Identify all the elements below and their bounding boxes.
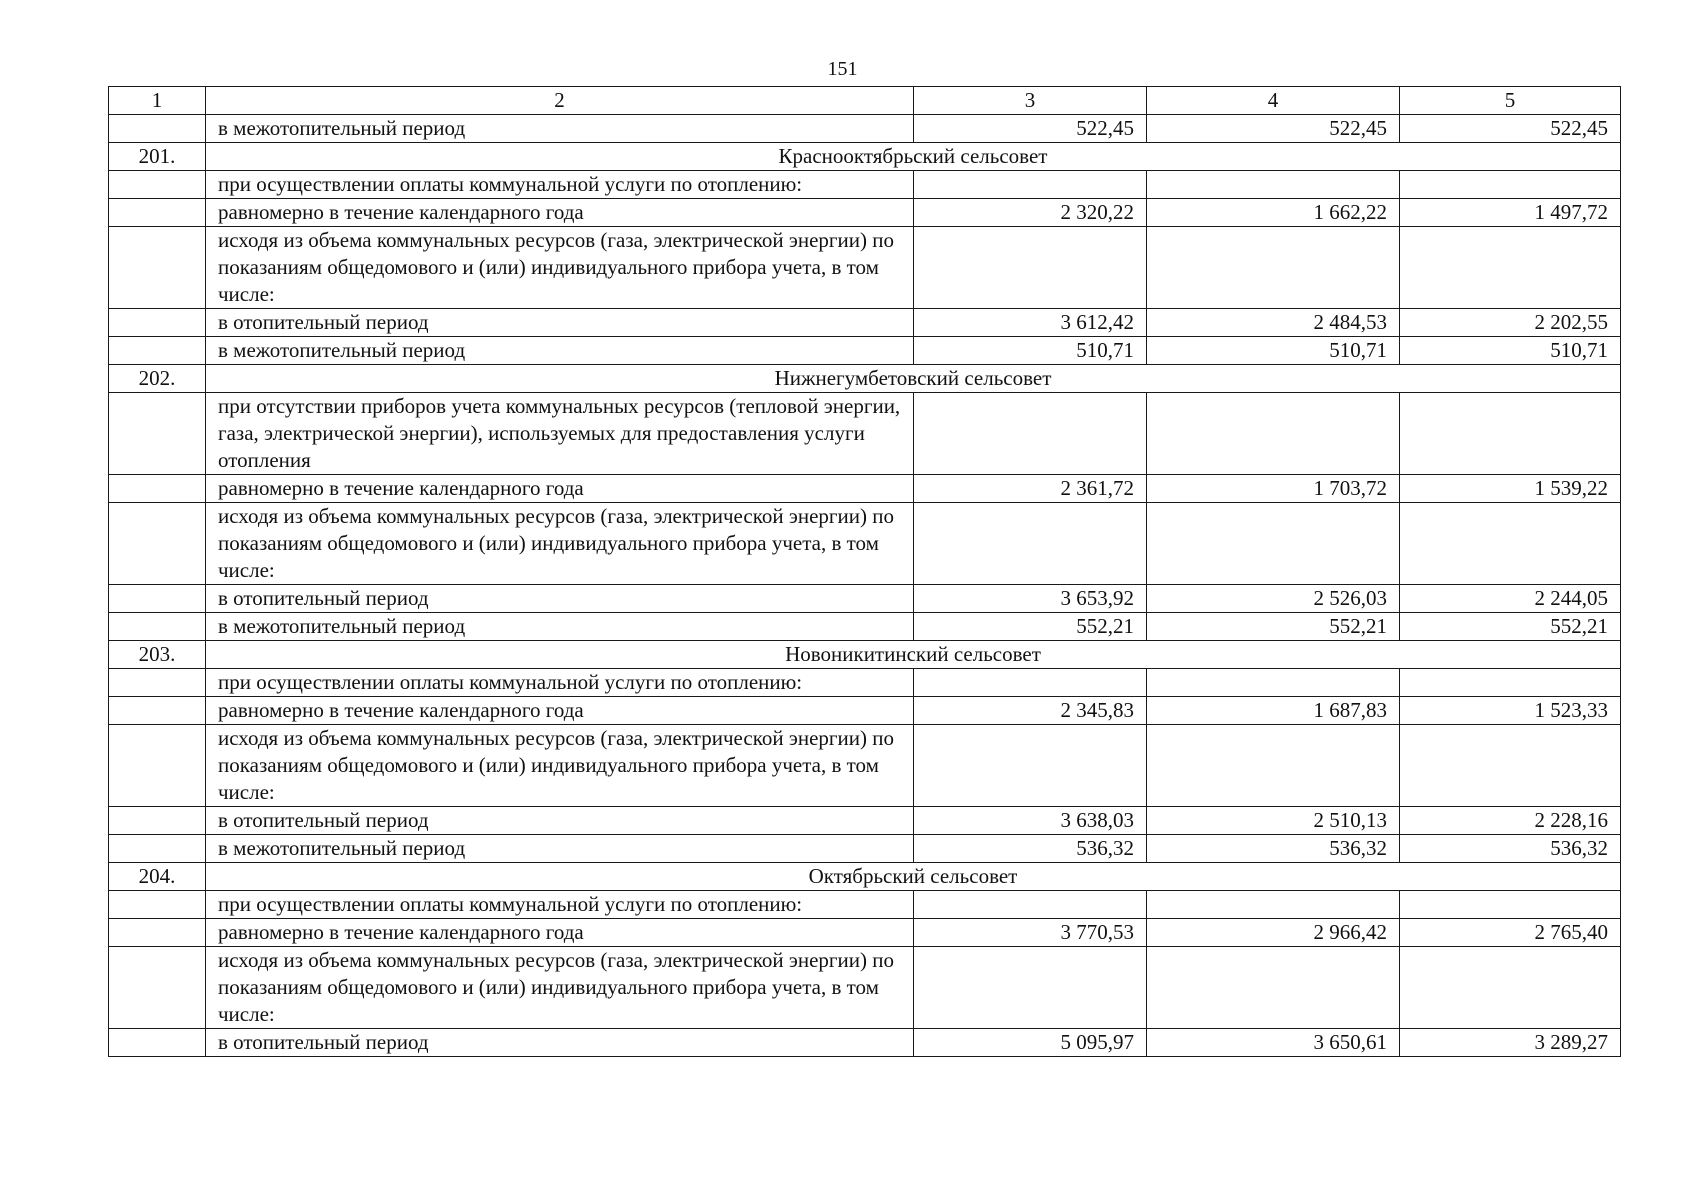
table-body [109, 87, 1621, 1057]
value-cell-4 [1147, 947, 1400, 1029]
table-row [109, 337, 1621, 365]
value-cell-4 [1147, 393, 1400, 475]
row-number-cell [109, 613, 206, 641]
value-cell-4: 2 966,42 [1147, 919, 1400, 947]
row-number-cell [109, 947, 206, 1029]
description-cell: в отопительный период [206, 309, 914, 337]
description-cell: исходя из объема коммунальных ресурсов (газа, электрической энергии) по показаниям общедомового и (или) индивидуального прибора учета, в том числе: [206, 947, 914, 1029]
row-number-cell: 201. [109, 143, 206, 171]
value-cell-5: 522,45 [1400, 115, 1621, 143]
table-row [109, 807, 1621, 835]
header-cell-5: 5 [1400, 87, 1621, 115]
value-cell-3: 3 770,53 [914, 919, 1147, 947]
value-cell-4 [1147, 171, 1400, 199]
value-cell-4: 2 510,13 [1147, 807, 1400, 835]
value-cell-5: 1 539,22 [1400, 475, 1621, 503]
row-number-cell [109, 115, 206, 143]
value-cell-3 [914, 171, 1147, 199]
row-number-cell [109, 503, 206, 585]
description-cell: исходя из объема коммунальных ресурсов (газа, электрической энергии) по показаниям общедомового и (или) индивидуального прибора учета, в том числе: [206, 725, 914, 807]
table-row [109, 725, 1621, 807]
row-number-cell [109, 475, 206, 503]
header-cell-3: 3 [914, 87, 1147, 115]
description-cell: равномерно в течение календарного года [206, 475, 914, 503]
value-cell-3 [914, 669, 1147, 697]
value-cell-5 [1400, 891, 1621, 919]
value-cell-4: 536,32 [1147, 835, 1400, 863]
description-cell: при осуществлении оплаты коммунальной услуги по отоплению: [206, 891, 914, 919]
page-number: 151 [827, 58, 858, 80]
value-cell-3 [914, 503, 1147, 585]
table-row [109, 115, 1621, 143]
value-cell-3: 510,71 [914, 337, 1147, 365]
row-number-cell [109, 725, 206, 807]
value-cell-5: 2 765,40 [1400, 919, 1621, 947]
value-cell-3 [914, 947, 1147, 1029]
description-cell: равномерно в течение календарного года [206, 919, 914, 947]
value-cell-3 [914, 725, 1147, 807]
row-number-cell [109, 835, 206, 863]
row-number-cell [109, 337, 206, 365]
value-cell-5: 536,32 [1400, 835, 1621, 863]
description-cell: равномерно в течение календарного года [206, 697, 914, 725]
table-row [109, 199, 1621, 227]
description-cell: при отсутствии приборов учета коммунальных ресурсов (тепловой энергии, газа, электрической энергии), используемых для предоставления услуги отопления [206, 393, 914, 475]
row-number-cell [109, 309, 206, 337]
value-cell-3: 5 095,97 [914, 1029, 1147, 1057]
value-cell-5: 552,21 [1400, 613, 1621, 641]
value-cell-3: 536,32 [914, 835, 1147, 863]
value-cell-3: 2 345,83 [914, 697, 1147, 725]
table-row [109, 613, 1621, 641]
value-cell-5: 1 523,33 [1400, 697, 1621, 725]
value-cell-5 [1400, 947, 1621, 1029]
value-cell-5 [1400, 725, 1621, 807]
table-row [109, 475, 1621, 503]
description-cell: исходя из объема коммунальных ресурсов (газа, электрической энергии) по показаниям общедомового и (или) индивидуального прибора учета, в том числе: [206, 227, 914, 309]
row-number-cell [109, 393, 206, 475]
value-cell-3: 2 361,72 [914, 475, 1147, 503]
value-cell-3: 3 612,42 [914, 309, 1147, 337]
row-number-cell [109, 585, 206, 613]
row-number-cell [109, 807, 206, 835]
row-number-cell [109, 1029, 206, 1057]
table-row [109, 947, 1621, 1029]
value-cell-5: 2 244,05 [1400, 585, 1621, 613]
header-cell-1: 1 [109, 87, 206, 115]
table-row [109, 697, 1621, 725]
section-row [109, 641, 1621, 669]
section-title-cell: Октябрьский сельсовет [206, 863, 1621, 891]
table-row [109, 393, 1621, 475]
row-number-cell: 204. [109, 863, 206, 891]
description-cell: в межотопительный период [206, 115, 914, 143]
value-cell-4: 2 526,03 [1147, 585, 1400, 613]
section-row [109, 365, 1621, 393]
row-number-cell [109, 919, 206, 947]
value-cell-5 [1400, 171, 1621, 199]
description-cell: при осуществлении оплаты коммунальной услуги по отоплению: [206, 171, 914, 199]
row-number-cell: 203. [109, 641, 206, 669]
value-cell-5: 2 202,55 [1400, 309, 1621, 337]
value-cell-4 [1147, 227, 1400, 309]
table-row [109, 835, 1621, 863]
section-title-cell: Нижнегумбетовский сельсовет [206, 365, 1621, 393]
tariff-table [108, 86, 1621, 1057]
row-number-cell [109, 227, 206, 309]
value-cell-5 [1400, 669, 1621, 697]
value-cell-4: 522,45 [1147, 115, 1400, 143]
table-row [109, 919, 1621, 947]
value-cell-4 [1147, 503, 1400, 585]
description-cell: равномерно в течение календарного года [206, 199, 914, 227]
value-cell-4 [1147, 725, 1400, 807]
table-row [109, 585, 1621, 613]
value-cell-5 [1400, 393, 1621, 475]
row-number-cell [109, 199, 206, 227]
row-number-cell [109, 171, 206, 199]
table-row [109, 309, 1621, 337]
value-cell-3 [914, 891, 1147, 919]
value-cell-5: 510,71 [1400, 337, 1621, 365]
value-cell-3 [914, 227, 1147, 309]
table-row [109, 669, 1621, 697]
value-cell-3: 3 638,03 [914, 807, 1147, 835]
description-cell: при осуществлении оплаты коммунальной услуги по отоплению: [206, 669, 914, 697]
row-number-cell [109, 669, 206, 697]
value-cell-5: 3 289,27 [1400, 1029, 1621, 1057]
description-cell: в межотопительный период [206, 337, 914, 365]
value-cell-4 [1147, 891, 1400, 919]
section-row [109, 143, 1621, 171]
table-row [109, 227, 1621, 309]
table-row [109, 891, 1621, 919]
description-cell: исходя из объема коммунальных ресурсов (газа, электрической энергии) по показаниям общедомового и (или) индивидуального прибора учета, в том числе: [206, 503, 914, 585]
value-cell-4: 510,71 [1147, 337, 1400, 365]
description-cell: в межотопительный период [206, 613, 914, 641]
header-cell-2: 2 [206, 87, 914, 115]
description-cell: в отопительный период [206, 807, 914, 835]
value-cell-3: 3 653,92 [914, 585, 1147, 613]
table-row [109, 1029, 1621, 1057]
section-title-cell: Краснооктябрьский сельсовет [206, 143, 1621, 171]
row-number-cell [109, 891, 206, 919]
value-cell-3 [914, 393, 1147, 475]
value-cell-4: 1 703,72 [1147, 475, 1400, 503]
description-cell: в отопительный период [206, 585, 914, 613]
description-cell: в межотопительный период [206, 835, 914, 863]
value-cell-4: 552,21 [1147, 613, 1400, 641]
table-row [109, 171, 1621, 199]
value-cell-5: 1 497,72 [1400, 199, 1621, 227]
value-cell-5 [1400, 503, 1621, 585]
value-cell-5 [1400, 227, 1621, 309]
header-cell-4: 4 [1147, 87, 1400, 115]
value-cell-4: 1 662,22 [1147, 199, 1400, 227]
value-cell-3: 552,21 [914, 613, 1147, 641]
value-cell-4: 2 484,53 [1147, 309, 1400, 337]
value-cell-3: 2 320,22 [914, 199, 1147, 227]
section-row [109, 863, 1621, 891]
value-cell-4: 1 687,83 [1147, 697, 1400, 725]
header-row [109, 87, 1621, 115]
section-title-cell: Новоникитинский сельсовет [206, 641, 1621, 669]
description-cell: в отопительный период [206, 1029, 914, 1057]
value-cell-5: 2 228,16 [1400, 807, 1621, 835]
table-row [109, 503, 1621, 585]
row-number-cell [109, 697, 206, 725]
value-cell-4: 3 650,61 [1147, 1029, 1400, 1057]
row-number-cell: 202. [109, 365, 206, 393]
value-cell-4 [1147, 669, 1400, 697]
value-cell-3: 522,45 [914, 115, 1147, 143]
